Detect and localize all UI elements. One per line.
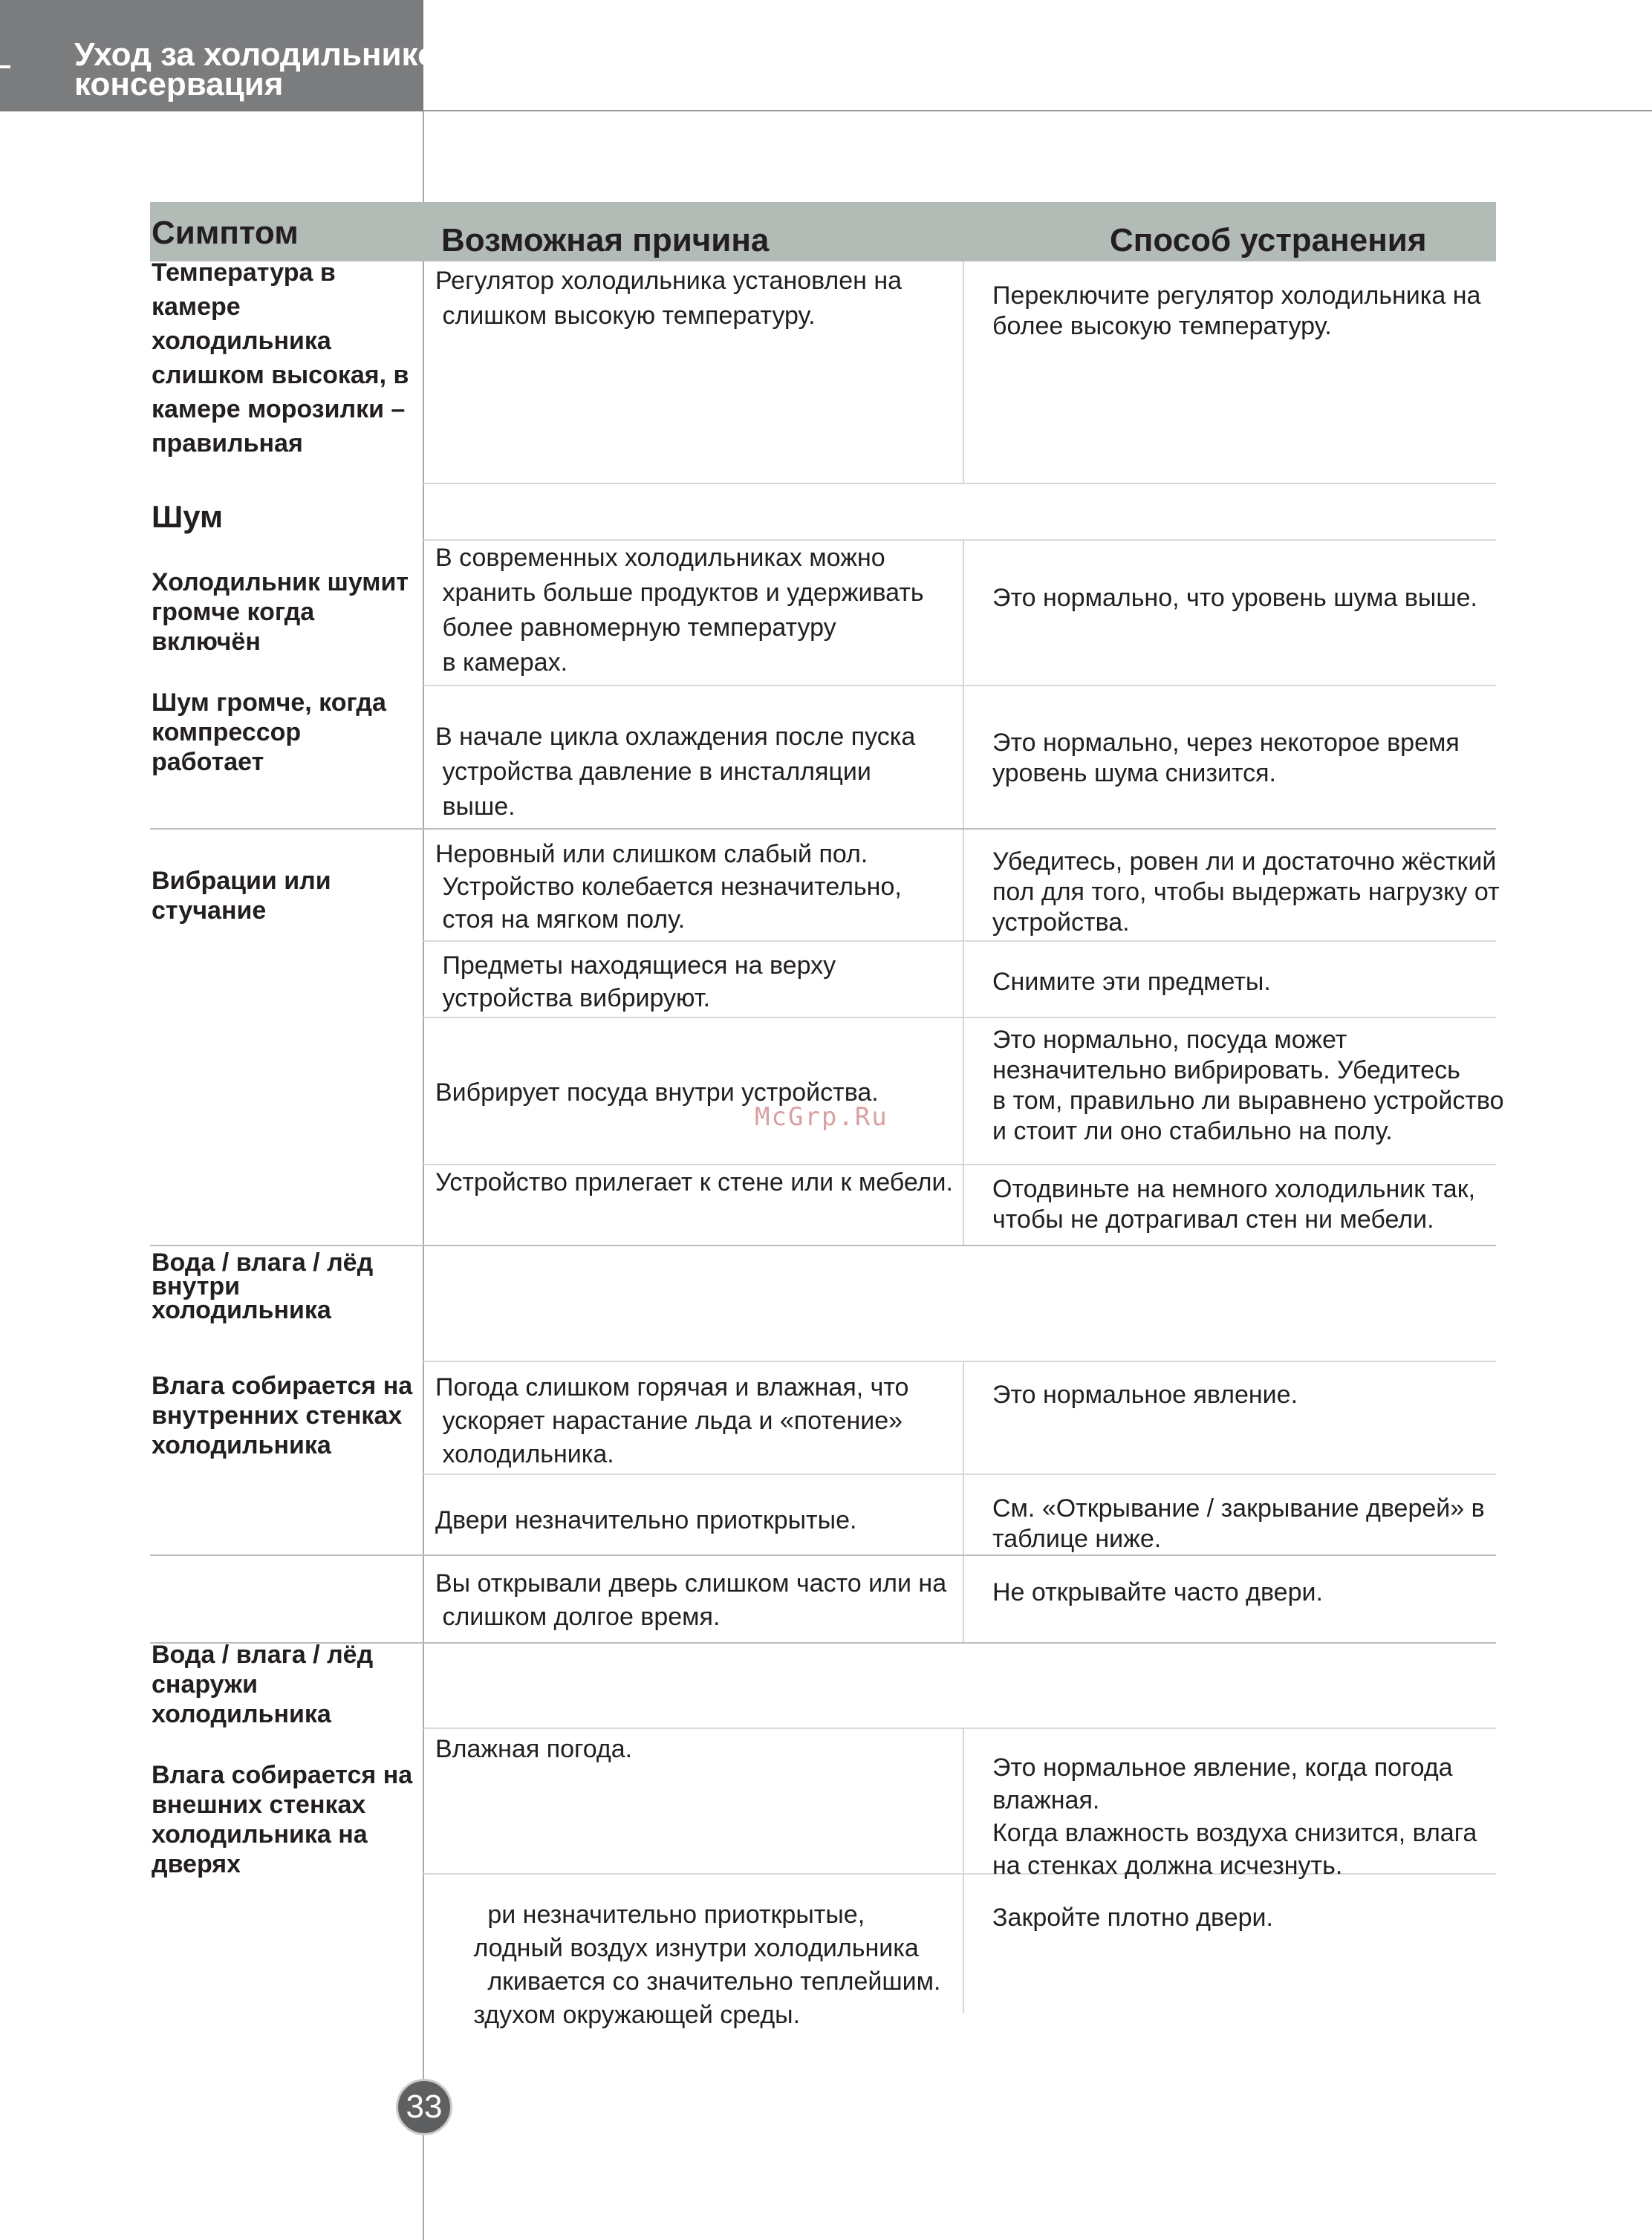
cause-noise-compressor: В начале цикла охлаждения после пуска устройства давление в инсталляции выше. bbox=[435, 723, 916, 821]
col-divider bbox=[963, 539, 964, 1245]
row-divider bbox=[423, 1017, 1496, 1018]
row-divider bbox=[150, 828, 1496, 830]
group-water-outside: Вода / влага / лёд снаружи холодильника bbox=[152, 1641, 374, 1728]
fix-vibration-dishes: Это нормально, посуда может незначительно вибрировать. Убедитесь в том, правильно ли выравнено устройство и стоит ли оно стабильно на полу. bbox=[992, 1026, 1504, 1145]
cause-noise-loud: В современных холодильниках можно хранить больше продуктов и удерживать более равномерную температуру в камерах. bbox=[435, 544, 924, 677]
row-divider bbox=[150, 1245, 1496, 1246]
page-title-line1: Уход за холодильником, bbox=[74, 36, 471, 73]
fix-humid-weather: Это нормальное явление, когда погода влажная. Когда влажность воздуха снизится, влага на стенках должна исчезнуть. bbox=[992, 1754, 1477, 1880]
page-title bbox=[74, 36, 471, 102]
fix-door-frequent: Не открывайте часто двери. bbox=[992, 1578, 1323, 1606]
cause-vibration-items: Предметы находящиеся на верху устройства вибрируют. bbox=[442, 951, 836, 1012]
fix-door-cold-air: Закройте плотно двери. bbox=[992, 1904, 1273, 1932]
symptom-temperature: Температура в камере холодильника слишком высокая, в камере морозилки – правильная bbox=[152, 258, 409, 458]
fix-vibration-floor: Убедитесь, ровен ли и достаточно жёсткий пол для того, чтобы выдержать нагрузку от устройства. bbox=[992, 847, 1500, 937]
cause-hot-humid: Погода слишком горячая и влажная, что ускоряет нарастание льда и «потение» холодильника. bbox=[435, 1373, 909, 1468]
symptom-moisture-inside: Влага собирается на внутренних стенках холодильника bbox=[152, 1372, 413, 1459]
col-header-cause: Возможная причина bbox=[441, 222, 770, 258]
symptom-moisture-outside: Влага собирается на внешних стенках холодильника на дверях bbox=[152, 1761, 413, 1878]
cause-humid-weather: Влажная погода. bbox=[435, 1735, 633, 1763]
col-divider bbox=[963, 1361, 964, 1643]
fix-hot-humid: Это нормальное явление. bbox=[992, 1381, 1298, 1409]
row-divider bbox=[423, 1474, 1496, 1475]
fix-noise-loud: Это нормально, что уровень шума выше. bbox=[992, 584, 1477, 612]
col-header-fix: Способ устранения bbox=[1110, 222, 1427, 258]
col-divider bbox=[963, 1728, 964, 2013]
cause-door-frequent: Вы открывали дверь слишком часто или на слишком долгое время. bbox=[435, 1569, 947, 1631]
symptom-vibration: Вибрации или стучание bbox=[152, 867, 331, 925]
page-title-line2: консервация bbox=[74, 66, 284, 102]
cause-door-ajar: Двери незначительно приоткрытые. bbox=[435, 1506, 857, 1534]
row-divider bbox=[423, 685, 1496, 686]
row-divider bbox=[423, 940, 1496, 942]
row-divider bbox=[423, 1361, 1496, 1362]
cause-vibration-floor: Неровный или слишком слабый пол. Устройство колебается незначительно, стоя на мягком полу. bbox=[435, 840, 902, 934]
cause-vibration-dishes: Вибрирует посуда внутри устройства. bbox=[435, 1078, 879, 1107]
row-divider bbox=[423, 483, 1496, 484]
fix-temperature: Переключите регулятор холодильника на более высокую температуру. bbox=[992, 281, 1481, 340]
fix-door-ajar: См. «Открывание / закрывание дверей» в таблице ниже. bbox=[992, 1494, 1485, 1553]
symptom-noise-compressor: Шум громче, когда компрессор работает bbox=[152, 688, 386, 776]
page-divider-vertical bbox=[423, 111, 424, 2240]
col-divider bbox=[963, 261, 964, 484]
watermark: McGrp.Ru bbox=[755, 1102, 888, 1132]
cause-temperature: Регулятор холодильника установлен на слишком высокую температуру. bbox=[435, 267, 903, 330]
row-divider bbox=[150, 1554, 1496, 1556]
fix-noise-compressor: Это нормально, через некоторое время уровень шума снизится. bbox=[992, 729, 1460, 787]
fix-vibration-wall: Отодвиньте на немного холодильник так, чтобы не дотрагивал стен ни мебели. bbox=[992, 1175, 1476, 1234]
symptom-noise-loud: Холодильник шумит громче когда включён bbox=[152, 568, 409, 656]
fix-vibration-items: Снимите эти предметы. bbox=[992, 968, 1271, 996]
header-rule bbox=[423, 110, 1652, 111]
header-tick-mark bbox=[0, 65, 10, 68]
group-water-inside: Вода / влага / лёд внутри холодильника bbox=[152, 1248, 374, 1324]
col-header-symptom: Симптом bbox=[152, 215, 299, 251]
page-number-badge: 33 bbox=[396, 2079, 452, 2135]
row-divider bbox=[423, 1728, 1496, 1729]
cause-door-cold-air: ри незначительно приоткрытые, лодный воздух изнутри холодильника лкивается со значительно теплейшим. здухом окружающей среды. bbox=[473, 1901, 941, 2029]
cause-vibration-wall: Устройство прилегает к стене или к мебели. bbox=[435, 1168, 953, 1196]
group-noise: Шум bbox=[152, 499, 224, 534]
